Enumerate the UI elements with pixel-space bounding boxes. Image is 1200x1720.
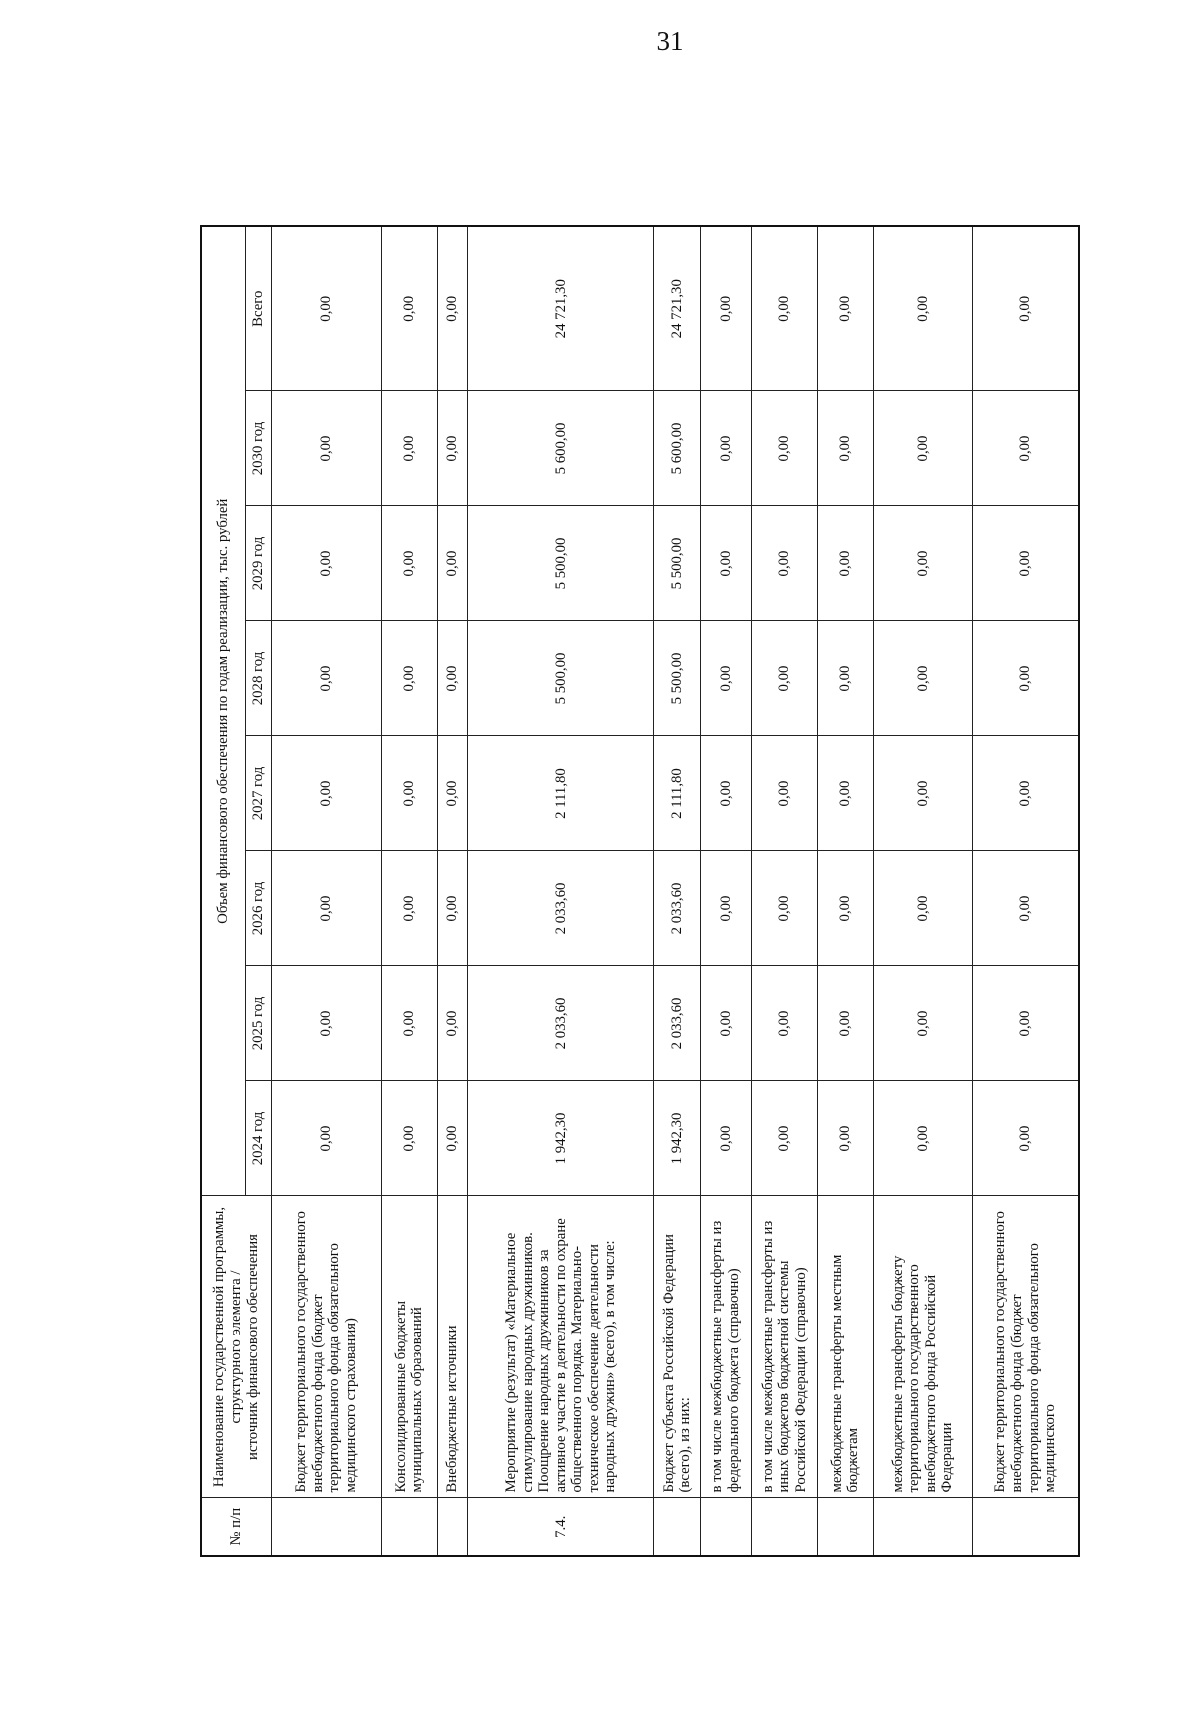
row-name: в том числе межбюджетные трансферты из федерального бюджета (справочно) xyxy=(700,1196,751,1498)
row-year-value: 0,00 xyxy=(700,851,751,966)
header-year: 2028 год xyxy=(245,621,271,736)
row-year-value: 1 942,30 xyxy=(468,1081,654,1196)
row-total: 0,00 xyxy=(382,226,437,391)
row-year-value: 0,00 xyxy=(973,391,1079,506)
row-year-value: 2 111,80 xyxy=(654,736,700,851)
row-year-value: 0,00 xyxy=(873,1081,973,1196)
row-name: в том числе межбюджетные трансферты из иных бюджетов бюджетной системы Российской Федерации (справочно) xyxy=(751,1196,817,1498)
row-year-value: 0,00 xyxy=(818,1081,873,1196)
row-year-value: 0,00 xyxy=(873,851,973,966)
row-total: 0,00 xyxy=(973,226,1079,391)
row-year-value: 0,00 xyxy=(973,621,1079,736)
row-total: 0,00 xyxy=(818,226,873,391)
row-number xyxy=(700,1498,751,1556)
table-row xyxy=(751,226,817,1556)
table-row xyxy=(437,226,468,1556)
row-total: 0,00 xyxy=(437,226,468,391)
table-row xyxy=(468,226,654,1556)
row-name: Консолидированные бюджеты муниципальных образований xyxy=(382,1196,437,1498)
row-year-value: 5 500,00 xyxy=(654,621,700,736)
row-year-value: 0,00 xyxy=(382,966,437,1081)
row-year-value: 0,00 xyxy=(751,621,817,736)
row-year-value: 0,00 xyxy=(271,851,382,966)
row-name: Бюджет территориального государственного внебюджетного фонда (бюджет территориального фонда обязательного медицинского xyxy=(973,1196,1079,1498)
row-year-value: 0,00 xyxy=(700,966,751,1081)
header-num: № п/п xyxy=(201,1498,271,1556)
row-year-value: 0,00 xyxy=(751,736,817,851)
row-total: 24 721,30 xyxy=(654,226,700,391)
row-number xyxy=(751,1498,817,1556)
row-year-value: 0,00 xyxy=(271,391,382,506)
row-year-value: 0,00 xyxy=(751,966,817,1081)
row-year-value: 2 033,60 xyxy=(654,966,700,1081)
row-year-value: 2 033,60 xyxy=(468,851,654,966)
row-year-value: 0,00 xyxy=(751,1081,817,1196)
row-year-value: 0,00 xyxy=(271,506,382,621)
row-year-value: 0,00 xyxy=(818,736,873,851)
row-year-value: 0,00 xyxy=(437,736,468,851)
row-year-value: 0,00 xyxy=(818,851,873,966)
header-volume: Объем финансового обеспечения по годам реализации, тыс. рублей xyxy=(201,226,245,1196)
header-total: Всего xyxy=(245,226,271,391)
row-name: Бюджет субъекта Российской Федерации (всего), из них: xyxy=(654,1196,700,1498)
row-year-value: 0,00 xyxy=(973,1081,1079,1196)
row-year-value: 0,00 xyxy=(382,621,437,736)
rotated-table-container xyxy=(200,227,1080,1557)
row-year-value: 5 600,00 xyxy=(468,391,654,506)
row-total: 0,00 xyxy=(873,226,973,391)
row-total: 24 721,30 xyxy=(468,226,654,391)
row-year-value: 0,00 xyxy=(873,966,973,1081)
row-year-value: 0,00 xyxy=(437,1081,468,1196)
row-year-value: 1 942,30 xyxy=(654,1081,700,1196)
row-year-value: 0,00 xyxy=(818,506,873,621)
row-year-value: 0,00 xyxy=(700,1081,751,1196)
table-row xyxy=(973,226,1079,1556)
row-year-value: 2 033,60 xyxy=(468,966,654,1081)
row-year-value: 0,00 xyxy=(973,736,1079,851)
row-year-value: 0,00 xyxy=(818,391,873,506)
row-year-value: 0,00 xyxy=(818,966,873,1081)
row-year-value: 0,00 xyxy=(271,736,382,851)
row-year-value: 0,00 xyxy=(973,851,1079,966)
row-year-value: 0,00 xyxy=(437,391,468,506)
row-year-value: 0,00 xyxy=(437,621,468,736)
financing-table xyxy=(200,225,1080,1557)
row-year-value: 2 111,80 xyxy=(468,736,654,851)
header-name-line2: источник финансового обеспечения xyxy=(244,1234,261,1460)
row-year-value: 0,00 xyxy=(437,851,468,966)
row-year-value: 0,00 xyxy=(873,736,973,851)
row-year-value: 0,00 xyxy=(873,391,973,506)
header-year: 2030 год xyxy=(245,391,271,506)
row-year-value: 0,00 xyxy=(382,391,437,506)
row-number xyxy=(437,1498,468,1556)
table-row xyxy=(654,226,700,1556)
row-year-value: 0,00 xyxy=(271,621,382,736)
table-row xyxy=(873,226,973,1556)
row-name: Мероприятие (результат) «Материальное стимулирование народных дружинников. Поощрение народных дружинников за активное участие в деятельности по охране общественного порядка. Материально-техническое обеспечение деятельности народных дружин» (всего), в том числе: xyxy=(468,1196,654,1498)
row-year-value: 0,00 xyxy=(271,1081,382,1196)
row-number xyxy=(382,1498,437,1556)
header-year: 2026 год xyxy=(245,851,271,966)
row-number xyxy=(271,1498,382,1556)
row-year-value: 0,00 xyxy=(873,506,973,621)
header-year: 2024 год xyxy=(245,1081,271,1196)
table-row xyxy=(271,226,382,1556)
row-year-value: 5 600,00 xyxy=(654,391,700,506)
row-year-value: 0,00 xyxy=(751,506,817,621)
row-year-value: 0,00 xyxy=(700,621,751,736)
row-year-value: 0,00 xyxy=(382,736,437,851)
row-number: 7.4. xyxy=(468,1498,654,1556)
row-year-value: 0,00 xyxy=(973,506,1079,621)
row-name: межбюджетные трансферты местным бюджетам xyxy=(818,1196,873,1498)
row-number xyxy=(873,1498,973,1556)
row-year-value: 5 500,00 xyxy=(468,506,654,621)
row-total: 0,00 xyxy=(271,226,382,391)
row-year-value: 0,00 xyxy=(873,621,973,736)
row-year-value: 5 500,00 xyxy=(468,621,654,736)
row-year-value: 0,00 xyxy=(700,391,751,506)
row-year-value: 0,00 xyxy=(751,391,817,506)
table-row xyxy=(382,226,437,1556)
row-year-value: 2 033,60 xyxy=(654,851,700,966)
row-year-value: 0,00 xyxy=(818,621,873,736)
row-number xyxy=(973,1498,1079,1556)
row-year-value: 0,00 xyxy=(382,1081,437,1196)
row-total: 0,00 xyxy=(700,226,751,391)
header-name xyxy=(201,1196,271,1498)
row-name: межбюджетные трансферты бюджету территориального государственного внебюджетного фонда Российской Федерации xyxy=(873,1196,973,1498)
row-year-value: 0,00 xyxy=(382,851,437,966)
row-year-value: 0,00 xyxy=(437,966,468,1081)
row-year-value: 0,00 xyxy=(437,506,468,621)
page-number: 31 xyxy=(656,26,684,56)
table-row xyxy=(700,226,751,1556)
header-year: 2027 год xyxy=(245,736,271,851)
table-row xyxy=(818,226,873,1556)
header-year: 2029 год xyxy=(245,506,271,621)
header-name-line1: Наименование государственной программы, структурного элемента / xyxy=(211,1206,244,1488)
row-year-value: 0,00 xyxy=(382,506,437,621)
table-body xyxy=(271,226,1079,1556)
table-header xyxy=(201,226,271,1556)
row-name: Внебюджетные источники xyxy=(437,1196,468,1498)
row-number xyxy=(654,1498,700,1556)
row-year-value: 0,00 xyxy=(700,736,751,851)
row-year-value: 0,00 xyxy=(973,966,1079,1081)
row-total: 0,00 xyxy=(751,226,817,391)
row-number xyxy=(818,1498,873,1556)
row-year-value: 0,00 xyxy=(751,851,817,966)
row-name: Бюджет территориального государственного внебюджетного фонда (бюджет территориального фонда обязательного медицинского страхования) xyxy=(271,1196,382,1498)
row-year-value: 0,00 xyxy=(271,966,382,1081)
row-year-value: 0,00 xyxy=(700,506,751,621)
row-year-value: 5 500,00 xyxy=(654,506,700,621)
header-year: 2025 год xyxy=(245,966,271,1081)
